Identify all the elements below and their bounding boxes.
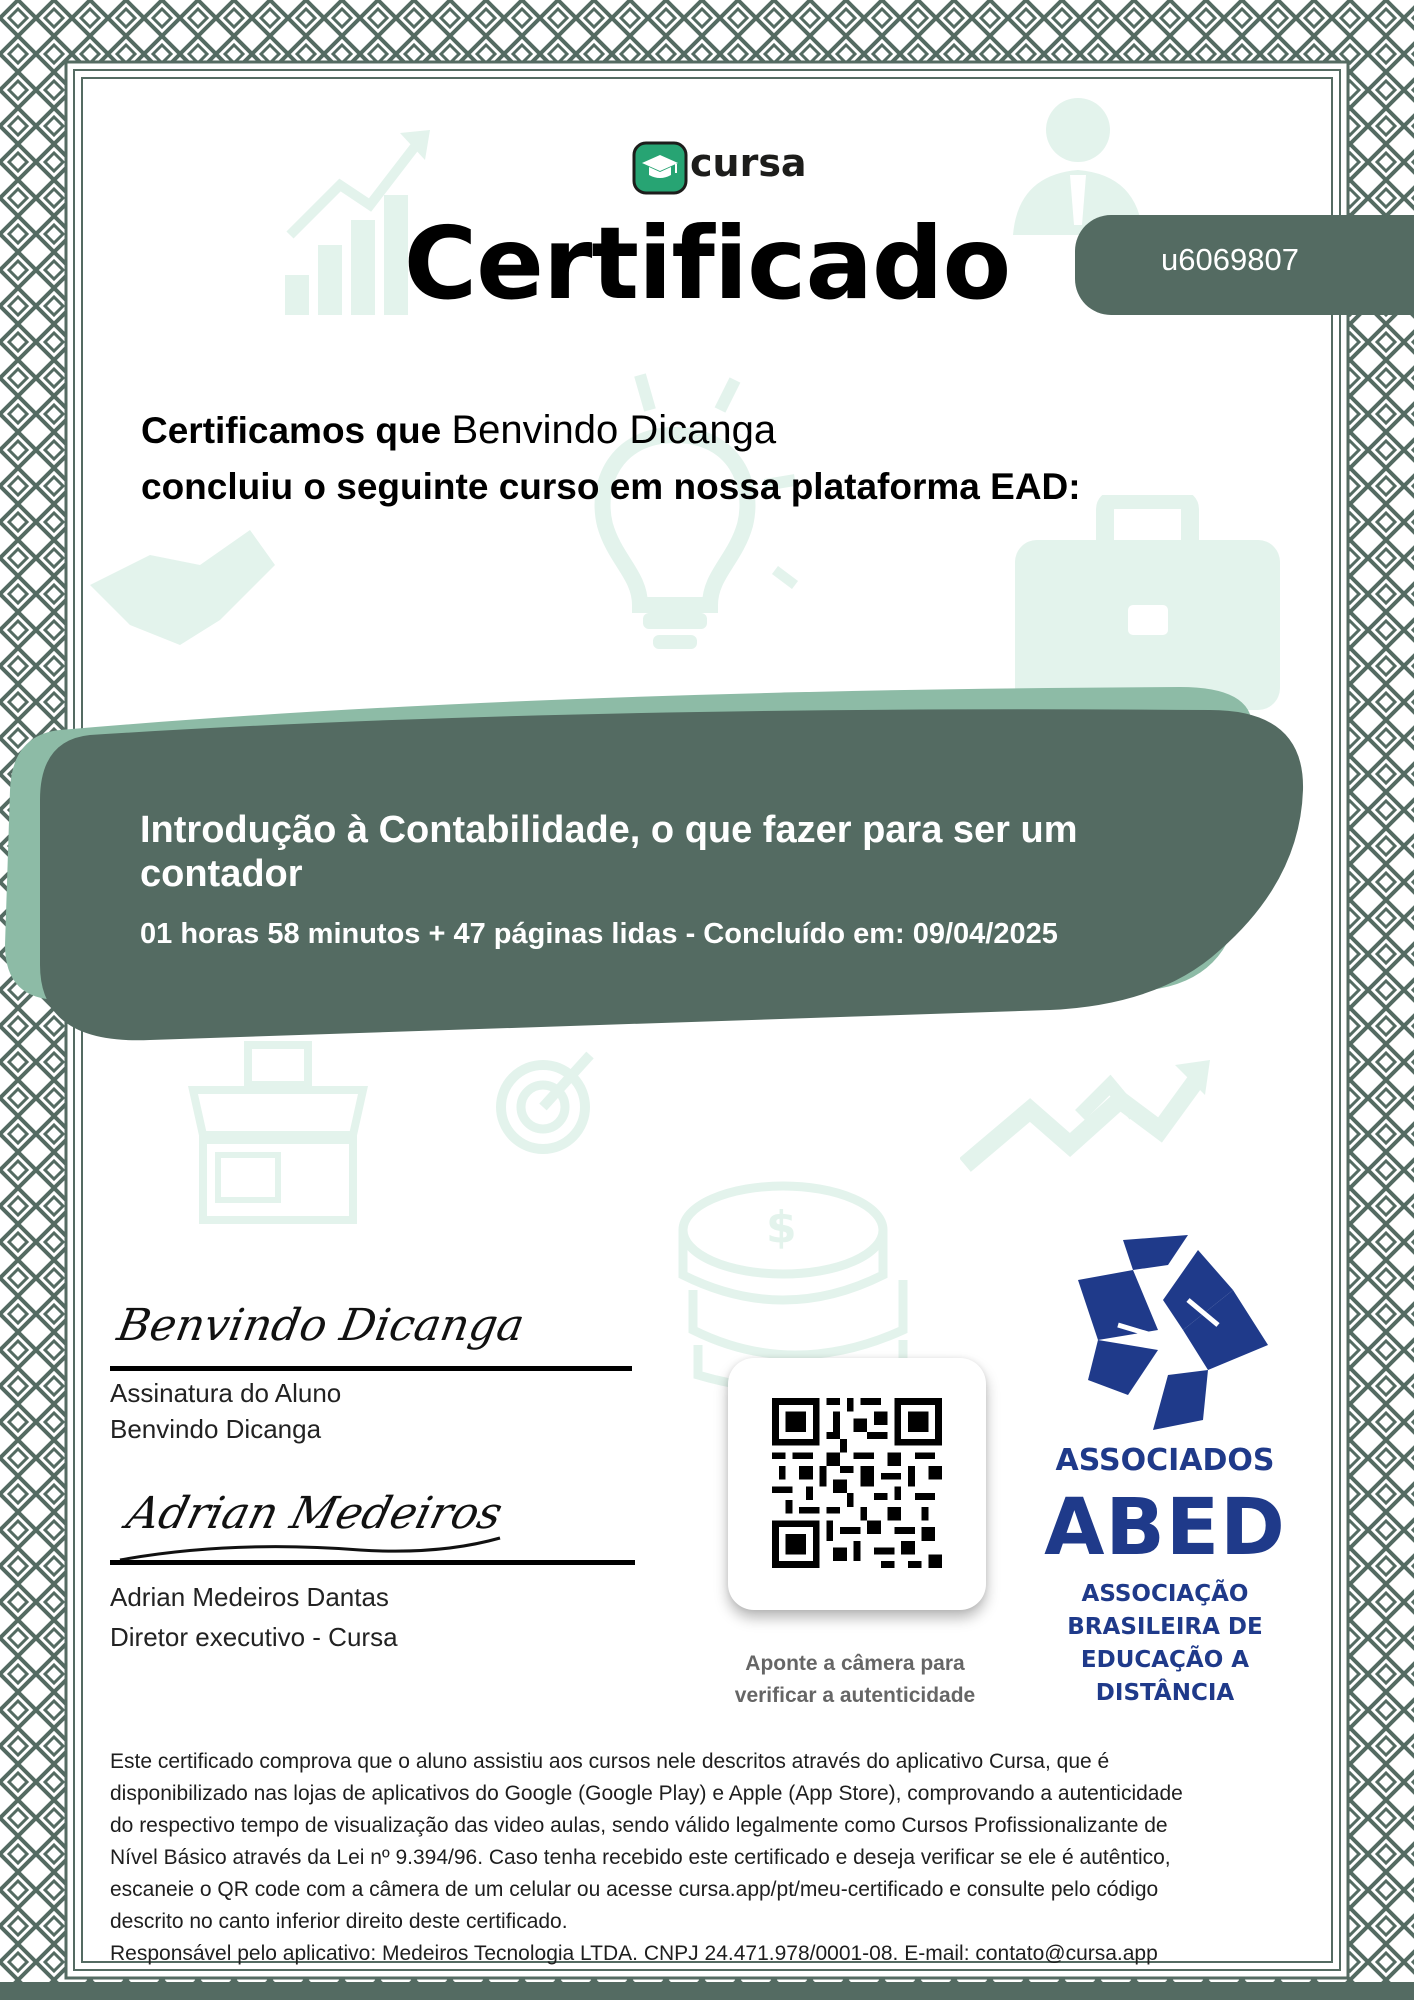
certificate-title: Certificado [403, 205, 1011, 322]
abed-full-name [1040, 1578, 1290, 1710]
abed-line-1: ASSOCIAÇÃO [1081, 1581, 1249, 1607]
abed-acronym: ABED [1044, 1483, 1286, 1573]
student-signature-line [110, 1366, 632, 1371]
qr-code [772, 1398, 942, 1568]
course-meta: 01 horas 58 minutos + 47 páginas lidas - Concluído em: 09/04/2025 [140, 918, 1058, 950]
qr-caption [690, 1648, 1020, 1712]
growth-arrows-illustration [960, 1055, 1215, 1185]
handshake-illustration [90, 525, 280, 660]
course-title-line-1: Introdução à Contabilidade, o que fazer para ser um [140, 809, 1078, 851]
director-signature: Adrian Medeiros [121, 1488, 508, 1539]
abed-line-3: EDUCAÇÃO A [1080, 1647, 1250, 1673]
footer-line-4: Nível Básico através da Lei nº 9.394/96. Caso tenha recebido este certificado e deseja verificar se ele é autêntico, [110, 1846, 1171, 1869]
qr-caption-line-2: verificar a autenticidade [734, 1684, 976, 1707]
abed-line-4: DISTÂNCIA [1095, 1680, 1235, 1706]
certificate-code: u6069807 [1161, 242, 1299, 277]
abed-associados: ASSOCIADOS [1055, 1443, 1275, 1478]
intro-line-2: concluiu o seguinte curso em nossa plataforma EAD: [141, 466, 1081, 507]
course-title-line-2: contador [140, 853, 303, 895]
abed-line-2: BRASILEIRA DE [1067, 1614, 1263, 1640]
graduation-cap-icon [632, 141, 688, 195]
footer-line-2: disponibilizado nas lojas de aplicativos do Google (Google Play) e Apple (App Store), comprovando a autenticidade [110, 1782, 1183, 1805]
abed-logo-mark [1058, 1230, 1273, 1435]
footer-line-1: Este certificado comprova que o aluno assistiu aos cursos nele descritos através do aplicativo Cursa, que é [110, 1750, 1110, 1773]
student-signature: Benvindo Dicanga [113, 1300, 529, 1351]
director-name: Adrian Medeiros Dantas [110, 1582, 389, 1612]
svg-text:$: $ [766, 1202, 797, 1253]
director-signature-line [110, 1560, 635, 1565]
intro-prefix: Certificamos que [141, 410, 442, 451]
footer-line-6: descrito no canto inferior direito deste certificado. [110, 1910, 568, 1933]
director-role: Diretor executivo - Cursa [110, 1622, 398, 1652]
student-name-label: Benvindo Dicanga [110, 1414, 322, 1444]
student-name: Benvindo Dicanga [451, 408, 777, 452]
qr-code-card [728, 1358, 986, 1610]
footer-line-3: do respectivo tempo de visualização das video aulas, sendo válido legalmente como Cursos Profissionalizante de [110, 1814, 1168, 1837]
store-illustration [188, 1040, 368, 1225]
qr-caption-line-1: Aponte a câmera para [745, 1652, 965, 1675]
target-illustration [495, 1045, 600, 1155]
course-title [140, 808, 1140, 896]
brand-name: cursa [690, 141, 807, 185]
student-signature-label: Assinatura do Aluno [110, 1378, 342, 1408]
footer-line-5: escaneie o QR code com a câmera de um celular ou acesse cursa.app/pt/meu-certificado e consulte pelo código [110, 1878, 1159, 1901]
intro-line-1 [141, 408, 776, 453]
legal-footer [110, 1746, 1310, 1970]
footer-line-7: Responsável pelo aplicativo: Medeiros Tecnologia LTDA. CNPJ 24.471.978/0001-08. E-mail: contato@cursa.app [110, 1942, 1158, 1965]
brand-logo [632, 141, 807, 197]
